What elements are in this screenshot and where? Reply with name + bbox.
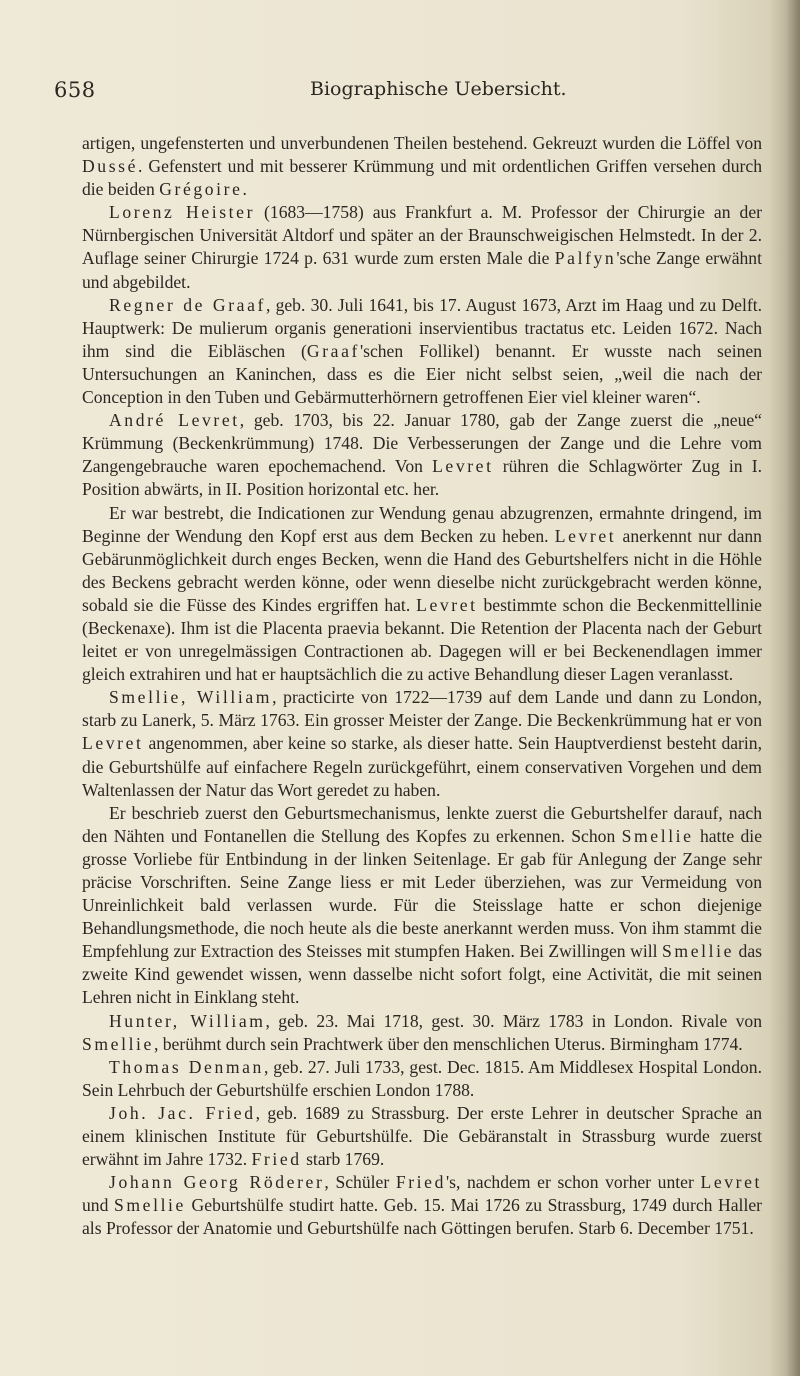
paragraph (82, 1171, 762, 1240)
text-run: 'schen Follikel) benannt. Er wusste nach seinen Untersuchungen an Kaninchen, dass es die Eier nicht selbst seien, „weil die nach der Conception in den Tuben und Gebärmutterhörnern getroffenen Eier viel kleiner waren“. (82, 340, 762, 408)
spaced-name: Thomas Denman (109, 1056, 264, 1077)
spaced-name: André Levret (109, 410, 240, 431)
text-run: starb 1769. (301, 1149, 385, 1170)
page-number: 658 (54, 78, 96, 102)
spaced-name: Smellie (114, 1195, 186, 1216)
spaced-name: Regner de Graaf (109, 294, 266, 315)
text-run: Geburtshülfe studirt hatte. Geb. 15. Mai 1726 zu Strassburg, 1749 durch Haller als Professor der Anatomie und Geburtshülfe nach Göttingen berufen. Starb 6. December 1751. (82, 1195, 762, 1239)
spaced-name: Levret (416, 594, 478, 615)
text-run: Er beschrieb zuerst den Geburtsmechanismus, lenkte zuerst die Geburtshelfer darauf, nach den Nähten und Fontanellen die Stellung des Kopfes zu erkennen. Schon (82, 802, 762, 846)
spaced-name: Levret (82, 733, 144, 754)
text-run: anerkennt nur dann Gebärunmöglichkeit durch enges Becken, wenn die Hand des Geburtshelfers nicht in die Höhle des Beckens gebracht werden könne, oder wenn dieselbe nicht zurückgebracht werden könne, sobald sie die Füsse des Kindes ergriffen hat. (82, 525, 762, 615)
text-run: artigen, ungefensterten und unverbundenen Theilen bestehend. Gekreuzt wurden die Löffel von (82, 133, 762, 153)
paragraph (82, 1102, 762, 1171)
text-run: , geb. 27. Juli 1733, gest. Dec. 1815. Am Middlesex Hospital London. Sein Lehrbuch der Geburtshülfe erschien London 1788. (82, 1056, 762, 1100)
paragraph (82, 1010, 762, 1056)
text-run: . Gefenstert und mit besserer Krümmung und mit ordentlichen Griffen versehen durch die beiden (82, 156, 762, 200)
text-run: und (82, 1195, 114, 1216)
text-run: 's, nachdem er schon vorher unter (445, 1172, 701, 1193)
spaced-name: Grégoire (159, 179, 243, 200)
page-edge-shadow (786, 0, 800, 1376)
text-run: Er war bestrebt, die Indicationen zur Wendung genau abzugrenzen, ermahnte dringend, im Beginne der Wendung den Kopf erst aus dem Becken zu heben. (82, 502, 762, 546)
paragraph (82, 1056, 762, 1102)
text-run: . (242, 179, 247, 200)
spaced-name: Fried (395, 1172, 446, 1193)
text-run: das zweite Kind gewendet wissen, wenn dasselbe nicht sofort folgt, eine Activität, die mit seinen Lehren nicht in Einklang steht. (82, 941, 762, 1008)
text-run: (1683—1758) aus Frankfurt a. M. Professor der Chirurgie an der Nürnbergischen Universität Altdorf und später an der Braunschweigischen Helmstedt. In der 2. Auflage seiner Chirurgie 1724 p. 631 wurde zum ersten Male die (82, 202, 762, 269)
spaced-name: Smellie (621, 825, 694, 846)
paragraph (82, 686, 762, 801)
text-run: , geb. 23. Mai 1718, gest. 30. März 1783 in London. Rivale von (265, 1010, 762, 1031)
text-run: , geb. 1703, bis 22. Januar 1780, gab der Zange zuerst die „neue“ Krümmung (Beckenkrümmung) 1748. Die Verbesserungen der Zange und die Lehre vom Zangengebrauche waren epochemachend. Von (82, 410, 762, 477)
spaced-name: Smellie (82, 1033, 154, 1054)
text-run: rühren die Schlagwörter Zug in I. Position abwärts, in II. Position horizontal etc. her. (82, 456, 762, 500)
spaced-name: Levret (432, 456, 494, 477)
spaced-name: Levret (554, 525, 617, 546)
page-header (54, 78, 754, 108)
text-run: , berühmt durch sein Prachtwerk über den menschlichen Uterus. Birmingham 1774. (153, 1033, 743, 1054)
spaced-name: Graaf (306, 340, 360, 361)
spaced-name: Joh. Jac. Fried (109, 1102, 256, 1123)
paragraph (82, 802, 762, 1010)
text-run: angenommen, aber keine so starke, als dieser hatte. Sein Hauptverdienst besteht darin, die Geburtshülfe auf einfachere Regeln zurückgeführt, einem conservativen Vorgehen und dem Waltenlassen der Natur das Wort geredet zu haben. (82, 733, 762, 800)
spaced-name: Smellie, William (109, 687, 273, 708)
spaced-name: Fried (251, 1149, 302, 1170)
text-run: , geb. 1689 zu Strassburg. Der erste Lehrer in deutscher Sprache an einem klinischen Institute für Geburtshülfe. Die Gebäranstalt in Strassburg wurde zuerst erwähnt im Jahre 1732. (82, 1102, 762, 1170)
body-text (82, 132, 762, 1241)
spaced-name: Hunter, William (109, 1010, 266, 1031)
spaced-name: Johann Georg Röderer (109, 1172, 325, 1193)
text-run: bestimmte schon die Beckenmittellinie (Beckenaxe). Ihm ist die Placenta praevia bekannt. Die Retention der Placenta nach der Geburt leitet er von unregelmässigen Contractionen ab. Dagegen will er bei Beckenendlagen immer gleich extrahiren und hat er hauptsächlich die zu active Behandlung dieser Lagen veranlasst. (82, 594, 762, 685)
text-run: , geb. 30. Juli 1641, bis 17. August 1673, Arzt im Haag und zu Delft. Hauptwerk: De mulierum organis generationi inservientibus tractatus etc. Leiden 1672. Nach ihm sind die Eibläschen ( (82, 294, 762, 361)
paragraph (82, 201, 762, 293)
text-run: hatte die grosse Vorliebe für Entbindung in der linken Seitenlage. Er gab für Anlegung der Zange sehr präcise Vorschriften. Seine Zange liess er mit Leder überziehen, was zur Vermeidung von Unreinlichkeit bald verlassen wurde. Für die Steisslage hatte er schon diejenige Behandlungsmethode, die noch heute als die beste anerkannt werden muss. Von ihm stammt die Empfehlung zur Extraction des Steisses mit stumpfen Haken. Bei Zwillingen will (82, 825, 763, 962)
spaced-name: Dussé (82, 156, 139, 177)
spaced-name: Lorenz Heister (109, 202, 256, 223)
text-run: , practicirte von 1722—1739 auf dem Lande und dann zu London, starb zu Lanerk, 5. März 1763. Ein grosser Meister der Zange. Die Beckenkrümmung hat er von (82, 687, 762, 731)
text-run: , Schüler (324, 1172, 396, 1193)
spaced-name: Levret (700, 1172, 762, 1193)
spaced-name: Palfyn (554, 248, 617, 269)
running-head: Biographische Uebersicht. (310, 78, 567, 100)
paragraph (82, 132, 762, 201)
paragraph (82, 294, 762, 409)
spaced-name: Smellie (662, 941, 734, 962)
paragraph (82, 409, 762, 501)
paragraph (82, 502, 762, 687)
text-run: 'sche Zange erwähnt und abgebildet. (82, 248, 762, 292)
